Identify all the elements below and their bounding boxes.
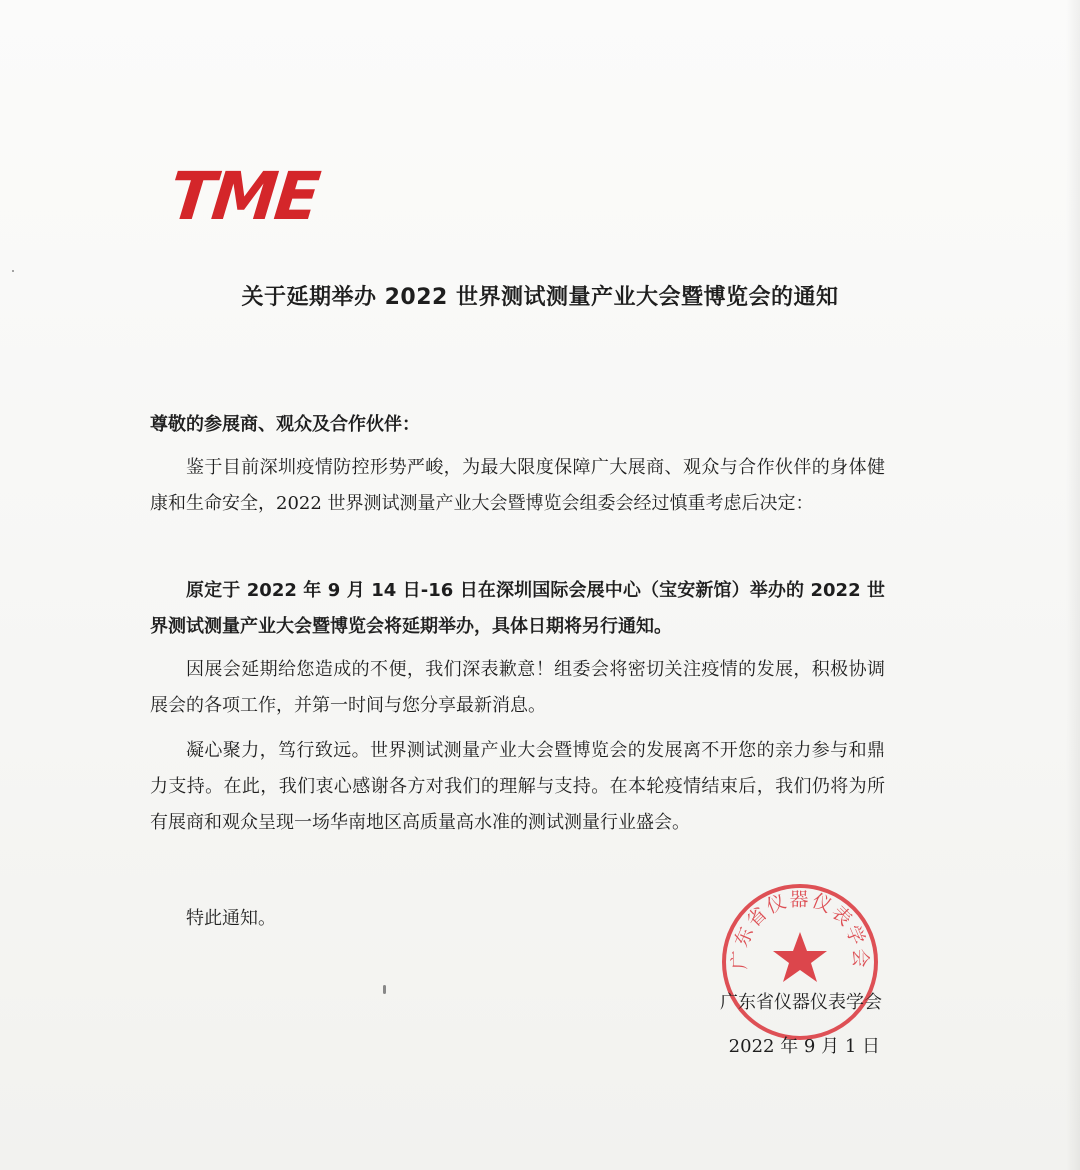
- signature-date: 2022 年 9 月 1 日: [728, 1036, 880, 1057]
- seal-star-icon: [773, 932, 827, 982]
- closing-line: 特此通知。: [186, 908, 276, 929]
- official-seal: [720, 882, 880, 1042]
- paragraph-thanks: 凝心聚力，笃行致远。世界测试测量产业大会暨博览会的发展离不开您的亲力参与和鼎力支持。在此，我们衷心感谢各方对我们的理解与支持。在本轮疫情结束后，我们仍将为所有展商和观众呈现一场华南地区高质量高水准的测试测量行业盛会。: [150, 740, 885, 833]
- tme-logo: TME: [166, 158, 321, 235]
- scan-speck: [383, 985, 386, 994]
- paragraph-decision: 原定于 2022 年 9 月 14 日-16 日在深圳国际会展中心（宝安新馆）举办的 2022 世界测试测量产业大会暨博览会将延期举办，具体日期将另行通知。: [150, 580, 885, 637]
- notice-title: 关于延期举办 2022 世界测试测量产业大会暨博览会的通知: [241, 285, 839, 310]
- salutation: 尊敬的参展商、观众及合作伙伴：: [150, 414, 420, 435]
- scan-speck: [12, 270, 14, 272]
- paragraph-apology: 因展会延期给您造成的不便，我们深表歉意！组委会将密切关注疫情的发展，积极协调展会的各项工作，并第一时间与您分享最新消息。: [150, 659, 885, 716]
- scan-edge-shadow: [1066, 0, 1080, 1170]
- paragraph-background: 鉴于目前深圳疫情防控形势严峻，为最大限度保障广大展商、观众与合作伙伴的身体健康和生命安全，2022 世界测试测量产业大会暨博览会组委会经过慎重考虑后决定：: [150, 457, 885, 514]
- signature-organization: 广东省仪器仪表学会: [720, 992, 882, 1013]
- seal-text: 广东省仪器仪表学会: [728, 888, 872, 970]
